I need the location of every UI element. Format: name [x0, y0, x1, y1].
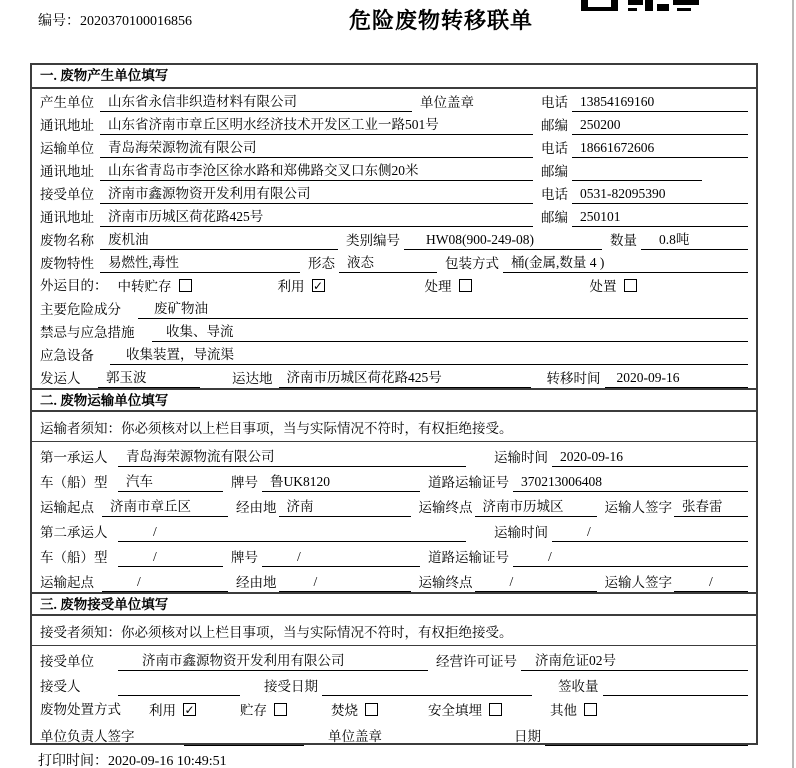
road-license-value: / [513, 549, 748, 567]
first-carrier-value: 青岛海荣源物流有限公司 [118, 445, 466, 467]
option-incinerate [331, 699, 378, 719]
transfer-time-label: 转移时间 [546, 371, 601, 386]
section2-header: 二. 废物运输单位填写 [32, 388, 756, 412]
origin-label: 运输起点 [40, 500, 94, 515]
taboo-row [32, 319, 756, 342]
second-carrier-row [32, 517, 756, 542]
option-store [240, 699, 287, 719]
section3-header: 三. 废物接受单位填写 [32, 592, 756, 616]
zip-value: 250101 [572, 209, 748, 227]
option-other [550, 699, 597, 719]
option-transfer-storage [118, 275, 192, 295]
transport-time-value: / [552, 524, 748, 542]
purpose-row [32, 273, 756, 296]
treat-checkbox [459, 279, 472, 292]
form-value: 液态 [339, 251, 437, 273]
transport-time-label: 运输时间 [494, 525, 548, 540]
producer-label: 产生单位 [40, 95, 94, 110]
first-carrier-row [32, 442, 756, 467]
recipient-label: 接受人 [40, 679, 81, 694]
receiver-row [32, 181, 756, 204]
phone-value: 0531-82095390 [572, 186, 748, 204]
option-treat [425, 275, 472, 295]
transporter-value: 青岛海荣源物流有限公司 [100, 136, 533, 158]
dispose-checkbox [624, 279, 637, 292]
zip-value [572, 179, 702, 181]
unit-seal-label: 单位盖章 [328, 729, 382, 744]
section1-header: 一. 废物产生单位填写 [32, 65, 756, 89]
carrier-sign-value: / [674, 574, 748, 592]
zip-label: 邮编 [541, 210, 568, 225]
carrier-sign-label: 运输人签字 [604, 500, 672, 515]
category-label: 类别编号 [346, 233, 400, 248]
accept-unit-label: 接受单位 [40, 654, 94, 669]
carrier-sign-label: 运输人签字 [604, 575, 672, 590]
vehicle-type-value: 汽车 [118, 470, 223, 492]
document-header [0, 0, 796, 63]
option-utilize [149, 699, 196, 719]
accept-unit-row [32, 646, 756, 671]
accept-date-label: 接受日期 [264, 679, 318, 694]
utilize-checkbox: ✓ [184, 702, 195, 717]
equipment-value: 收集装置，导流渠 [110, 343, 748, 365]
waste-name-label: 废物名称 [40, 233, 94, 248]
via-label: 经由地 [236, 575, 277, 590]
option-label: 安全填埋 [428, 702, 482, 718]
receiver-label: 接受单位 [40, 187, 94, 202]
equipment-row [32, 342, 756, 365]
equipment-label: 应急设备 [40, 348, 94, 363]
packing-label: 包装方式 [445, 256, 499, 271]
consignor-value: 郭玉波 [98, 366, 200, 388]
print-time-label: 打印时间： [38, 754, 108, 768]
end-value: 济南市历城区 [475, 495, 597, 517]
vehicle-row [32, 467, 756, 492]
plate-label: 牌号 [231, 475, 258, 490]
document-number-value: 2020370100016856 [80, 14, 192, 29]
incinerate-checkbox [365, 703, 378, 716]
receiver-value: 济南市鑫源物资开发利用有限公司 [100, 182, 533, 204]
vehicle-type-label: 车（船）型 [40, 475, 108, 490]
taboo-value: 收集、导流 [152, 320, 748, 342]
store-checkbox [274, 703, 287, 716]
vehicle-type-label: 车（船）型 [40, 550, 108, 565]
hazard-value: 废矿物油 [138, 297, 748, 319]
consignor-label: 发运人 [40, 371, 81, 386]
operate-license-label: 经营许可证号 [436, 654, 517, 669]
option-label: 利用 [277, 278, 305, 294]
producer-phone-label: 电话 [541, 95, 568, 110]
origin-label: 运输起点 [40, 575, 94, 590]
disposal-row [32, 696, 756, 721]
second-carrier-value: / [118, 524, 466, 542]
carrier-sign-value: 张春雷 [674, 495, 748, 517]
waste-name-row [32, 227, 756, 250]
manifest-form [30, 63, 758, 745]
zip-label: 邮编 [541, 164, 568, 179]
origin-value: / [102, 574, 228, 592]
qr-block [677, 8, 691, 11]
road-license-label: 道路运输证号 [428, 550, 509, 565]
address-value: 山东省青岛市李沧区徐水路和郑佛路交叉口东侧20米 [100, 159, 533, 181]
option-label: 利用 [149, 702, 176, 718]
producer-phone-value: 13854169160 [572, 94, 748, 112]
vehicle-row-2 [32, 542, 756, 567]
end-label: 运输终点 [418, 575, 473, 590]
transporter-notice: 运输者须知：你必须核对以上栏目事项，当与实际情况不符时，有权拒绝接受。 [32, 412, 756, 442]
qr-block [645, 0, 653, 11]
receiver-notice: 接受者须知：你必须核对以上栏目事项，当与实际情况不符时，有权拒绝接受。 [32, 616, 756, 646]
via-value: / [279, 574, 411, 592]
end-value: / [475, 574, 597, 592]
option-utilize [278, 275, 325, 295]
plate-label: 牌号 [231, 550, 258, 565]
consignor-row [32, 365, 756, 388]
end-label: 运输终点 [418, 500, 473, 515]
option-landfill [428, 699, 502, 719]
address-value: 山东省济南市章丘区明水经济技术开发区工业一路501号 [100, 113, 533, 135]
form-label: 形态 [308, 256, 335, 271]
taboo-label: 禁忌与应急措施 [40, 325, 135, 340]
qr-block [611, 0, 618, 11]
operate-license-value: 济南危证02号 [521, 649, 748, 671]
producer-row [32, 89, 756, 112]
landfill-checkbox [489, 703, 502, 716]
qr-block [673, 0, 699, 5]
second-carrier-label: 第二承运人 [40, 525, 108, 540]
print-time [38, 750, 227, 768]
waste-name-value: 废机油 [100, 228, 338, 250]
road-license-label: 道路运输证号 [428, 475, 509, 490]
route-row-2 [32, 567, 756, 592]
producer-address-row [32, 112, 756, 135]
qr-block [628, 8, 637, 11]
transport-time-label: 运输时间 [494, 450, 548, 465]
destination-value: 济南市历城区荷花路425号 [279, 366, 531, 388]
option-label: 焚烧 [331, 702, 358, 718]
option-label: 处理 [424, 278, 452, 294]
destination-label: 运达地 [232, 371, 273, 386]
page-title: 危险废物转移联单 [348, 8, 533, 33]
transport-time-value: 2020-09-16 [552, 449, 748, 467]
receiver-address-row [32, 204, 756, 227]
category-value: HW08(900-249-08) [404, 232, 602, 250]
character-value: 易燃性,毒性 [100, 251, 300, 273]
other-checkbox [584, 703, 597, 716]
producer-value: 山东省永信非织造材料有限公司 [100, 90, 412, 112]
transfer-time-value: 2020-09-16 [605, 370, 749, 388]
zip-label: 邮编 [541, 118, 568, 133]
utilize-checkbox: ✓ [312, 278, 324, 293]
transporter-label: 运输单位 [40, 141, 94, 156]
address-label: 通讯地址 [40, 118, 94, 133]
quantity-value: 0.8吨 [641, 228, 748, 250]
plate-value: / [262, 549, 420, 567]
address-label: 通讯地址 [40, 210, 94, 225]
phone-value: 18661672606 [572, 140, 748, 158]
address-value: 济南市历城区荷花路425号 [100, 205, 533, 227]
disposal-label: 废物处置方式 [40, 702, 121, 717]
accept-unit-value: 济南市鑫源物资开发利用有限公司 [118, 649, 428, 671]
signed-amount-label: 签收量 [558, 679, 599, 694]
producer-seal-label: 单位盖章 [420, 95, 474, 110]
option-label: 中转贮存 [117, 278, 172, 294]
accept-date-value [322, 694, 532, 696]
option-label: 贮存 [240, 702, 267, 718]
origin-value: 济南市章丘区 [102, 495, 228, 517]
hazard-row [32, 296, 756, 319]
option-dispose [590, 275, 637, 295]
responsible-sign-label: 单位负责人签字 [40, 729, 135, 744]
packing-value: 桶(金属,数量 4 ) [503, 251, 748, 273]
zip-value: 250200 [572, 117, 748, 135]
date-label: 日期 [514, 729, 541, 744]
date-value [545, 744, 748, 746]
option-label: 其他 [550, 702, 577, 718]
qr-block [628, 0, 643, 5]
print-time-value: 2020-09-16 10:49:51 [108, 754, 227, 768]
via-value: 济南 [279, 495, 411, 517]
signed-amount-value [603, 694, 749, 696]
responsible-sign-value [184, 744, 304, 746]
option-label: 处置 [589, 278, 617, 294]
page-edge-line [792, 0, 794, 768]
document-number-label: 编号： [38, 14, 80, 29]
transfer-storage-checkbox [179, 279, 192, 292]
recipient-value [118, 694, 240, 696]
first-carrier-label: 第一承运人 [40, 450, 108, 465]
phone-label: 电话 [541, 141, 568, 156]
qr-code-fragment [581, 0, 699, 11]
via-label: 经由地 [236, 500, 277, 515]
address-label: 通讯地址 [40, 164, 94, 179]
phone-label: 电话 [541, 187, 568, 202]
transporter-row [32, 135, 756, 158]
vehicle-type-value: / [118, 549, 223, 567]
hazard-label: 主要危险成分 [40, 302, 121, 317]
waste-character-row [32, 250, 756, 273]
recipient-row [32, 671, 756, 696]
quantity-label: 数量 [610, 233, 637, 248]
road-license-value: 370213006408 [513, 474, 748, 492]
route-row [32, 492, 756, 517]
signature-row [32, 721, 756, 746]
plate-value: 鲁UK8120 [262, 470, 420, 492]
transporter-address-row [32, 158, 756, 181]
qr-block [657, 4, 669, 11]
character-label: 废物特性 [40, 256, 94, 271]
purpose-label: 外运目的： [40, 278, 108, 293]
